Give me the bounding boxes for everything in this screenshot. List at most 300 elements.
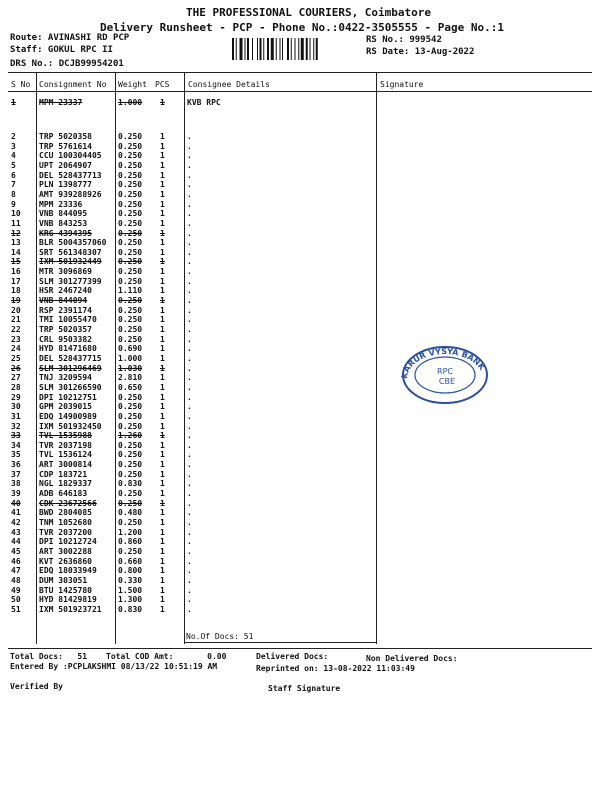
row-pcs: 1 [160, 402, 165, 412]
staff-label: Staff: GOKUL RPC II [10, 45, 113, 55]
row-consignee: . [187, 440, 192, 450]
row-sno: 1 [11, 98, 16, 107]
row-sno: 34 [11, 440, 21, 450]
row-pcs: 1 [160, 325, 165, 334]
row-pcs: 1 [160, 199, 165, 209]
row-pcs: 1 [160, 585, 165, 595]
row-consignment: UPT 2064907 [39, 160, 92, 170]
table-row [8, 286, 592, 296]
verified-by: Verified By [10, 682, 63, 691]
row-consignment: TVL 1536124 [39, 450, 92, 460]
rs-number: RS No.: 999542 [366, 35, 442, 45]
row-consignee: . [187, 296, 192, 306]
table-row [8, 229, 592, 239]
row-consignment: SLM 301277399 [39, 276, 102, 286]
row-consignment: BTU 1425780 [39, 585, 92, 595]
row-pcs: 1 [160, 489, 165, 499]
row-weight: 0.250 [118, 325, 143, 334]
row-consignment: VNB 844095 [39, 209, 88, 219]
row-weight: 0.330 [118, 575, 143, 585]
reprinted-on: Reprinted on: 13-08-2022 11:03:49 [256, 664, 415, 673]
row-weight: 0.250 [118, 402, 143, 412]
row-sno: 50 [11, 595, 21, 605]
row-pcs: 1 [160, 392, 165, 402]
row-consignment: ART 3000814 [39, 460, 92, 470]
row-consignment: BWD 2804085 [39, 508, 92, 518]
barcode-bar [313, 38, 314, 60]
row-weight: 0.250 [118, 518, 143, 527]
barcode-bar [306, 38, 308, 60]
row-pcs: 1 [160, 440, 165, 450]
row-consignee: . [187, 209, 192, 219]
row-consignment: TRP 5761614 [39, 141, 92, 151]
row-sno: 48 [11, 575, 21, 585]
bank-seal-stamp [400, 345, 490, 405]
table-row [8, 605, 592, 615]
row-pcs: 1 [160, 151, 165, 161]
row-pcs: 1 [160, 209, 165, 219]
row-weight: 0.250 [118, 267, 143, 277]
row-pcs: 1 [160, 595, 165, 605]
row-consignment: HSR 2467240 [39, 286, 92, 296]
row-consignee: . [187, 228, 192, 238]
row-weight: 0.250 [118, 489, 143, 499]
barcode-bar [298, 38, 299, 60]
row-consignment: KVT 2636860 [39, 556, 92, 566]
row-sno: 46 [11, 556, 21, 566]
row-consignment: BLR 5004357060 [39, 238, 107, 248]
row-weight: 1.000 [118, 353, 143, 363]
table-row [8, 171, 592, 181]
footer-rule [8, 648, 592, 649]
table-row [8, 557, 592, 567]
row-consignment: TVL 1535988 [39, 431, 92, 441]
row-consignee: . [187, 267, 192, 277]
company-title: THE PROFESSIONAL COURIERS, Coimbatore [186, 6, 432, 19]
row-pcs: 1 [160, 257, 165, 267]
row-pcs: 1 [160, 460, 165, 470]
row-sno: 15 [11, 257, 21, 267]
row-pcs: 1 [160, 170, 165, 180]
row-weight: 0.250 [118, 218, 143, 228]
row-sno: 19 [11, 296, 21, 306]
row-consignment: PLN 1398777 [39, 180, 92, 190]
row-consignment: MTR 3096869 [39, 267, 92, 277]
non-delivered-docs: Non Delivered Docs: [366, 654, 458, 663]
barcode-bar [271, 38, 274, 60]
barcode-bar [267, 38, 269, 60]
table-row [8, 344, 592, 354]
table-row [8, 450, 592, 460]
row-weight: 1.500 [118, 585, 143, 595]
row-sno: 18 [11, 286, 21, 296]
row-consignment: AMT 939288926 [39, 189, 102, 199]
row-consignment: DPI 10212751 [39, 392, 97, 402]
row-consignment: MPM 23336 [39, 199, 83, 209]
row-weight: 0.250 [118, 305, 143, 315]
row-weight: 0.250 [118, 180, 143, 190]
row-pcs: 1 [160, 527, 165, 537]
table-row [8, 315, 592, 325]
table-row [8, 219, 592, 229]
row-consignment: DEL 528437715 [39, 353, 102, 363]
row-weight: 1.110 [118, 286, 143, 296]
row-consignee: . [187, 508, 192, 518]
row-consignee: . [187, 489, 192, 499]
row-consignee: . [187, 450, 192, 460]
row-consignment: TRP 5020357 [39, 325, 92, 334]
staff-signature: Staff Signature [268, 684, 341, 693]
row-consignment: TVR 2037200 [39, 527, 92, 537]
row-consignment: CDP 183721 [39, 469, 88, 479]
table-row [8, 460, 592, 470]
barcode-bar [247, 38, 249, 60]
row-consignment: ADB 646183 [39, 489, 88, 499]
row-sno: 8 [11, 189, 16, 199]
row-sno: 28 [11, 382, 21, 392]
row-consignment: IXM 501932450 [39, 421, 102, 431]
table-row [8, 373, 592, 383]
row-pcs: 1 [160, 267, 165, 277]
row-consignment: TVR 2037198 [39, 440, 92, 450]
row-sno: 51 [11, 604, 21, 614]
row-consignee: . [187, 160, 192, 170]
table-row [8, 306, 592, 316]
table-row [8, 431, 592, 441]
row-pcs: 1 [160, 546, 165, 556]
row-sno: 47 [11, 566, 21, 576]
row-sno: 29 [11, 392, 21, 402]
row-sno: 35 [11, 450, 21, 460]
row-weight: 1.300 [118, 595, 143, 605]
row-consignment: EDQ 18033949 [39, 566, 97, 576]
total-docs: Total Docs: 51 [10, 652, 88, 661]
table-row [8, 132, 592, 142]
row-consignee: . [187, 189, 192, 199]
row-consignment: RSP 2391174 [39, 305, 92, 315]
row-consignee: . [187, 431, 192, 441]
row-sno: 42 [11, 518, 21, 527]
table-row [8, 441, 592, 451]
row-sno: 38 [11, 479, 21, 489]
table-row [8, 412, 592, 422]
row-consignment: GPM 2039015 [39, 402, 92, 412]
row-sno: 12 [11, 228, 21, 238]
row-weight: 0.800 [118, 566, 143, 576]
barcode-bar [316, 38, 318, 60]
barcode-bar [245, 38, 246, 60]
row-pcs: 1 [160, 180, 165, 190]
row-consignee: . [187, 546, 192, 556]
barcode-bar [257, 38, 258, 60]
row-pcs: 1 [160, 566, 165, 576]
row-pcs: 1 [160, 575, 165, 585]
row-weight: 0.250 [118, 498, 143, 508]
barcode-bar [310, 38, 311, 60]
barcode-bar [291, 38, 292, 60]
row-consignee: . [187, 566, 192, 576]
row-sno: 17 [11, 276, 21, 286]
row-consignee: . [187, 325, 192, 334]
row-weight: 0.250 [118, 450, 143, 460]
table-row [8, 98, 592, 108]
table-row [8, 238, 592, 248]
row-pcs: 1 [160, 286, 165, 296]
row-weight: 0.250 [118, 411, 143, 421]
row-consignee: . [187, 218, 192, 228]
row-sno: 32 [11, 421, 21, 431]
table-row [8, 528, 592, 538]
row-consignee: . [187, 402, 192, 412]
row-consignment: HYD 81429819 [39, 595, 97, 605]
table-top-rule [8, 72, 592, 73]
row-consignment: IXM 501932449 [39, 257, 102, 267]
row-sno: 36 [11, 460, 21, 470]
table-row [8, 209, 592, 219]
row-sno: 43 [11, 527, 21, 537]
table-row [8, 257, 592, 267]
table-row [8, 142, 592, 152]
row-pcs: 1 [160, 218, 165, 228]
barcode-bar [301, 38, 304, 60]
row-weight: 0.250 [118, 421, 143, 431]
row-weight: 0.690 [118, 344, 143, 354]
row-pcs: 1 [160, 141, 165, 151]
row-consignee: . [187, 305, 192, 315]
row-consignee: . [187, 537, 192, 547]
row-weight: 1.200 [118, 527, 143, 537]
barcode-bar [232, 38, 234, 60]
row-pcs: 1 [160, 296, 165, 306]
row-consignment: VNB 843253 [39, 218, 88, 228]
barcode-image [232, 38, 348, 60]
row-sno: 9 [11, 199, 16, 209]
row-pcs: 1 [160, 537, 165, 547]
row-sno: 30 [11, 402, 21, 412]
table-row [8, 151, 592, 161]
entered-by: Entered By :PCPLAKSHMI 08/13/22 10:51:19 AM [10, 662, 218, 671]
row-weight: 0.250 [118, 440, 143, 450]
row-pcs: 1 [160, 353, 165, 363]
row-pcs: 1 [160, 508, 165, 518]
row-consignee: . [187, 363, 192, 373]
row-consignee: . [187, 498, 192, 508]
table-row [8, 393, 592, 403]
table-row [8, 335, 592, 345]
row-consignee: . [187, 469, 192, 479]
row-weight: 0.250 [118, 315, 143, 325]
row-sno: 25 [11, 353, 21, 363]
row-weight: 0.250 [118, 334, 143, 344]
row-weight: 0.250 [118, 132, 143, 141]
row-consignee: . [187, 334, 192, 344]
runsheet-subtitle: Delivery Runsheet - PCP - Phone No.:0422-3505555 - Page No.:1 [100, 21, 504, 34]
barcode-bar [263, 38, 264, 60]
row-consignment: TNJ 3209594 [39, 373, 92, 383]
stamp-inner-text: CBE [438, 377, 456, 386]
delivered-docs: Delivered Docs: [256, 652, 329, 661]
row-consignee: . [187, 556, 192, 566]
table-row [8, 489, 592, 499]
row-consignment: CRL 9503382 [39, 334, 92, 344]
row-pcs: 1 [160, 228, 165, 238]
table-row [8, 190, 592, 200]
row-sno: 41 [11, 508, 21, 518]
table-row [8, 267, 592, 277]
docs-rule [184, 642, 376, 643]
row-consignee: . [187, 286, 192, 296]
row-pcs: 1 [160, 498, 165, 508]
table-row [8, 402, 592, 412]
barcode-bar [295, 38, 296, 60]
barcode-bar [260, 38, 262, 60]
row-sno: 4 [11, 151, 16, 161]
row-sno: 2 [11, 132, 16, 141]
row-weight: 1.260 [118, 431, 143, 441]
row-weight: 0.830 [118, 479, 143, 489]
row-weight: 1.000 [118, 98, 143, 107]
row-sno: 3 [11, 141, 16, 151]
row-consignment: VNB 844094 [39, 296, 88, 306]
row-sno: 33 [11, 431, 21, 441]
table-row [8, 508, 592, 518]
row-consignment: TNM 1052680 [39, 518, 92, 527]
barcode-bar [240, 38, 243, 60]
row-weight: 0.250 [118, 469, 143, 479]
row-weight: 0.480 [118, 508, 143, 518]
row-consignee: . [187, 132, 192, 141]
row-weight: 0.250 [118, 209, 143, 219]
row-pcs: 1 [160, 421, 165, 431]
row-consignment: DPI 10212724 [39, 537, 97, 547]
row-pcs: 1 [160, 334, 165, 344]
row-pcs: 1 [160, 411, 165, 421]
barcode-bar [236, 38, 237, 60]
row-weight: 0.250 [118, 247, 143, 257]
row-sno: 45 [11, 546, 21, 556]
row-sno: 44 [11, 537, 21, 547]
row-consignee: . [187, 180, 192, 190]
table-row [8, 499, 592, 509]
row-consignment: IXM 501923721 [39, 604, 102, 614]
table-row [8, 296, 592, 306]
row-sno: 13 [11, 238, 21, 248]
row-weight: 1.030 [118, 363, 143, 373]
row-weight: 0.660 [118, 556, 143, 566]
barcode-bar [252, 38, 253, 60]
table-row [8, 576, 592, 586]
row-sno: 6 [11, 170, 16, 180]
row-consignee: . [187, 257, 192, 267]
row-consignee: . [187, 141, 192, 151]
row-pcs: 1 [160, 363, 165, 373]
row-pcs: 1 [160, 315, 165, 325]
row-consignee: . [187, 411, 192, 421]
row-pcs: 1 [160, 132, 165, 141]
col-header-signature: Signature [380, 80, 424, 89]
row-consignment: SLM 301266590 [39, 382, 102, 392]
row-consignee: . [187, 199, 192, 209]
row-weight: 0.650 [118, 382, 143, 392]
table-row [8, 180, 592, 190]
row-sno: 31 [11, 411, 21, 421]
row-weight: 0.250 [118, 296, 143, 306]
row-consignee: . [187, 518, 192, 527]
row-consignee: . [187, 382, 192, 392]
row-consignee: . [187, 170, 192, 180]
row-consignment: ART 3002288 [39, 546, 92, 556]
row-consignment: CDK 23672566 [39, 498, 97, 508]
row-weight: 0.250 [118, 460, 143, 470]
row-pcs: 1 [160, 450, 165, 460]
row-pcs: 1 [160, 238, 165, 248]
row-weight: 0.250 [118, 170, 143, 180]
row-weight: 0.250 [118, 276, 143, 286]
row-weight: 0.250 [118, 392, 143, 402]
table-row [8, 595, 592, 605]
col-header-pcs: PCS [155, 80, 170, 89]
row-weight: 0.250 [118, 257, 143, 267]
row-consignment: EDQ 14900989 [39, 411, 97, 421]
row-sno: 20 [11, 305, 21, 315]
row-pcs: 1 [160, 305, 165, 315]
row-pcs: 1 [160, 247, 165, 257]
table-row [8, 325, 592, 335]
row-consignee: . [187, 604, 192, 614]
row-consignee: . [187, 421, 192, 431]
row-sno: 10 [11, 209, 21, 219]
route-label: Route: AVINASHI RD PCP [10, 33, 130, 43]
rs-date: RS Date: 13-Aug-2022 [366, 47, 475, 57]
row-consignee: . [187, 151, 192, 161]
table-row [8, 248, 592, 258]
row-consignee: . [187, 315, 192, 325]
col-header-consignee: Consignee Details [188, 80, 270, 89]
row-consignment: TRP 5020358 [39, 132, 92, 141]
stamp-bank-name: KARUR VYSYA BANK [400, 346, 487, 380]
col-header-sno: S No [11, 80, 31, 89]
drs-number: DRS No.: DCJB99954201 [10, 59, 124, 69]
row-pcs: 1 [160, 604, 165, 614]
row-weight: 0.860 [118, 537, 143, 547]
table-row [8, 537, 592, 547]
row-pcs: 1 [160, 518, 165, 527]
total-cod: Total COD Amt: 0.00 [106, 652, 227, 661]
row-sno: 27 [11, 373, 21, 383]
table-row [8, 383, 592, 393]
row-consignee: . [187, 392, 192, 402]
row-consignment: CCU 100304405 [39, 151, 102, 161]
col-header-weight: Weight [118, 80, 147, 89]
row-consignee: . [187, 353, 192, 363]
table-row [8, 354, 592, 364]
row-consignment: KRG 4394395 [39, 228, 92, 238]
row-consignee: . [187, 247, 192, 257]
row-consignee: . [187, 575, 192, 585]
row-weight: 0.250 [118, 228, 143, 238]
table-row [8, 200, 592, 210]
row-consignee: . [187, 460, 192, 470]
row-consignee: . [187, 373, 192, 383]
row-weight: 0.250 [118, 546, 143, 556]
row-consignee: . [187, 238, 192, 248]
row-pcs: 1 [160, 469, 165, 479]
table-row [8, 161, 592, 171]
row-pcs: 1 [160, 98, 165, 107]
barcode-bar [282, 38, 283, 60]
row-pcs: 1 [160, 479, 165, 489]
row-consignment: HYD 81471680 [39, 344, 97, 354]
